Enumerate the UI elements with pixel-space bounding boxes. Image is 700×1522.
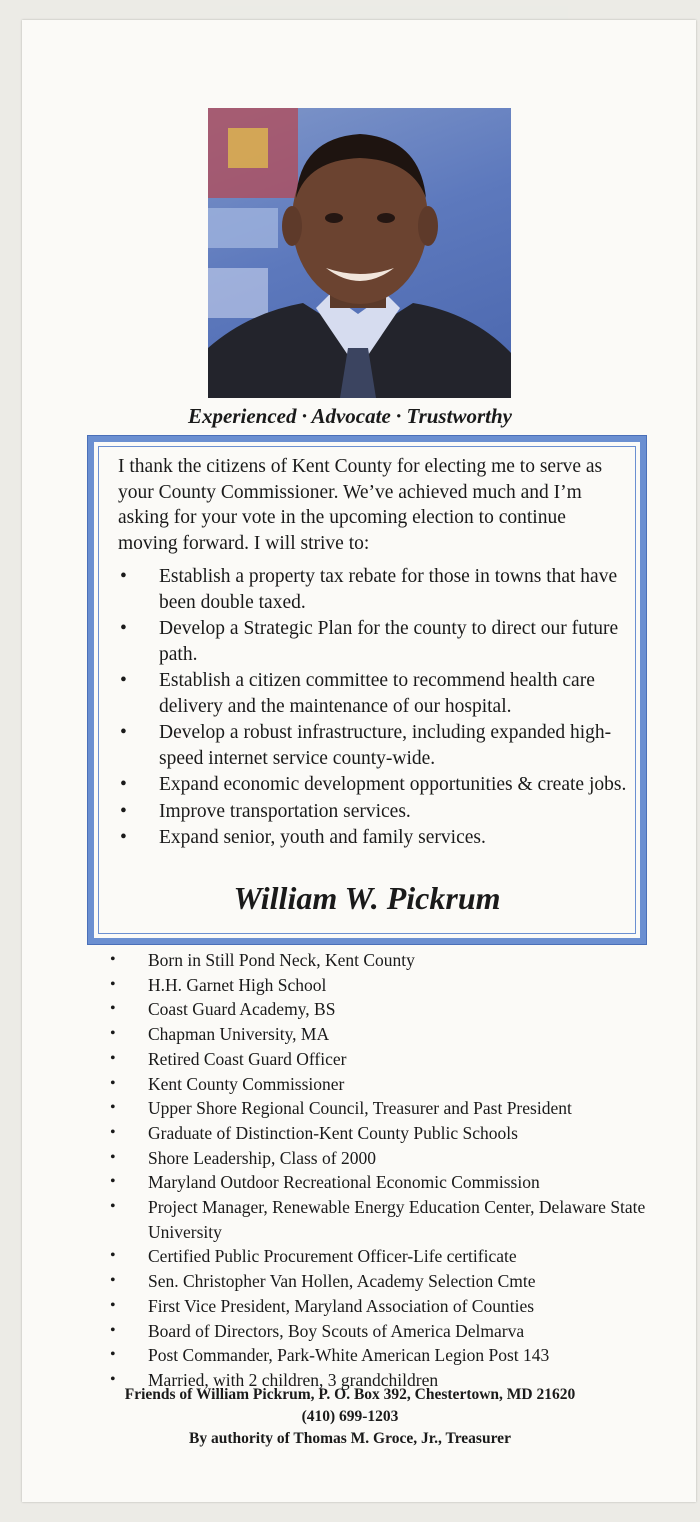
bio-item: • Project Manager, Renewable Energy Education Center, Delaware State University bbox=[108, 1195, 668, 1244]
bio-item: • Sen. Christopher Van Hollen, Academy Selection Cmte bbox=[108, 1269, 668, 1294]
disclaimer-footer bbox=[0, 1384, 700, 1450]
bio-item: • Maryland Outdoor Recreational Economic Commission bbox=[108, 1170, 668, 1195]
candidate-signature: William W. Pickrum bbox=[233, 880, 501, 916]
message-box bbox=[88, 436, 646, 944]
bio-item: • Post Commander, Park-White American Legion Post 143 bbox=[108, 1343, 668, 1368]
goal-item: • Expand economic development opportunities & create jobs. bbox=[118, 772, 628, 798]
candidate-portrait bbox=[208, 108, 511, 398]
bio-item: • Retired Coast Guard Officer bbox=[108, 1047, 668, 1072]
goal-item: • Develop a robust infrastructure, including expanded high-speed internet service county-wide. bbox=[118, 720, 628, 771]
bio-item: • Certified Public Procurement Officer-Life certificate bbox=[108, 1244, 668, 1269]
goal-item: • Expand senior, youth and family services. bbox=[118, 825, 628, 851]
goal-item: • Establish a citizen committee to recommend health care delivery and the maintenance of our hospital. bbox=[118, 668, 628, 719]
bio-item: • Born in Still Pond Neck, Kent County bbox=[108, 948, 668, 973]
committee-phone: (410) 699-1203 bbox=[301, 1408, 399, 1425]
committee-address: Friends of William Pickrum, P. O. Box 392, Chestertown, MD 21620 bbox=[124, 1386, 576, 1403]
goals-list bbox=[118, 564, 628, 852]
authority-line: By authority of Thomas M. Groce, Jr., Treasurer bbox=[189, 1430, 511, 1447]
intro-paragraph: I thank the citizens of Kent County for electing me to serve as your County Commissioner. We’ve achieved much and I’m asking for your vote in the upcoming election to continue moving forward. I will strive to: bbox=[118, 456, 603, 554]
campaign-tagline: Experienced · Advocate · Trustworthy bbox=[188, 404, 512, 428]
bio-item: • Chapman University, MA bbox=[108, 1022, 668, 1047]
goal-item: • Establish a property tax rebate for those in towns that have been double taxed. bbox=[118, 564, 628, 615]
bio-item: • H.H. Garnet High School bbox=[108, 973, 668, 998]
bio-item: • Coast Guard Academy, BS bbox=[108, 997, 668, 1022]
bio-item: • Board of Directors, Boy Scouts of America Delmarva bbox=[108, 1319, 668, 1344]
goal-item: • Develop a Strategic Plan for the county to direct our future path. bbox=[118, 616, 628, 667]
bio-item: • Graduate of Distinction-Kent County Public Schools bbox=[108, 1121, 668, 1146]
goal-item: • Improve transportation services. bbox=[118, 799, 628, 825]
bio-list bbox=[108, 948, 668, 1393]
bio-item: • Upper Shore Regional Council, Treasurer and Past President bbox=[108, 1096, 668, 1121]
bio-item: • Kent County Commissioner bbox=[108, 1072, 668, 1097]
bio-item: • Married, with 2 children, 3 grandchildren bbox=[108, 1368, 668, 1393]
portrait-illustration bbox=[208, 108, 511, 398]
bio-item: • Shore Leadership, Class of 2000 bbox=[108, 1146, 668, 1171]
bio-item: • First Vice President, Maryland Association of Counties bbox=[108, 1294, 668, 1319]
